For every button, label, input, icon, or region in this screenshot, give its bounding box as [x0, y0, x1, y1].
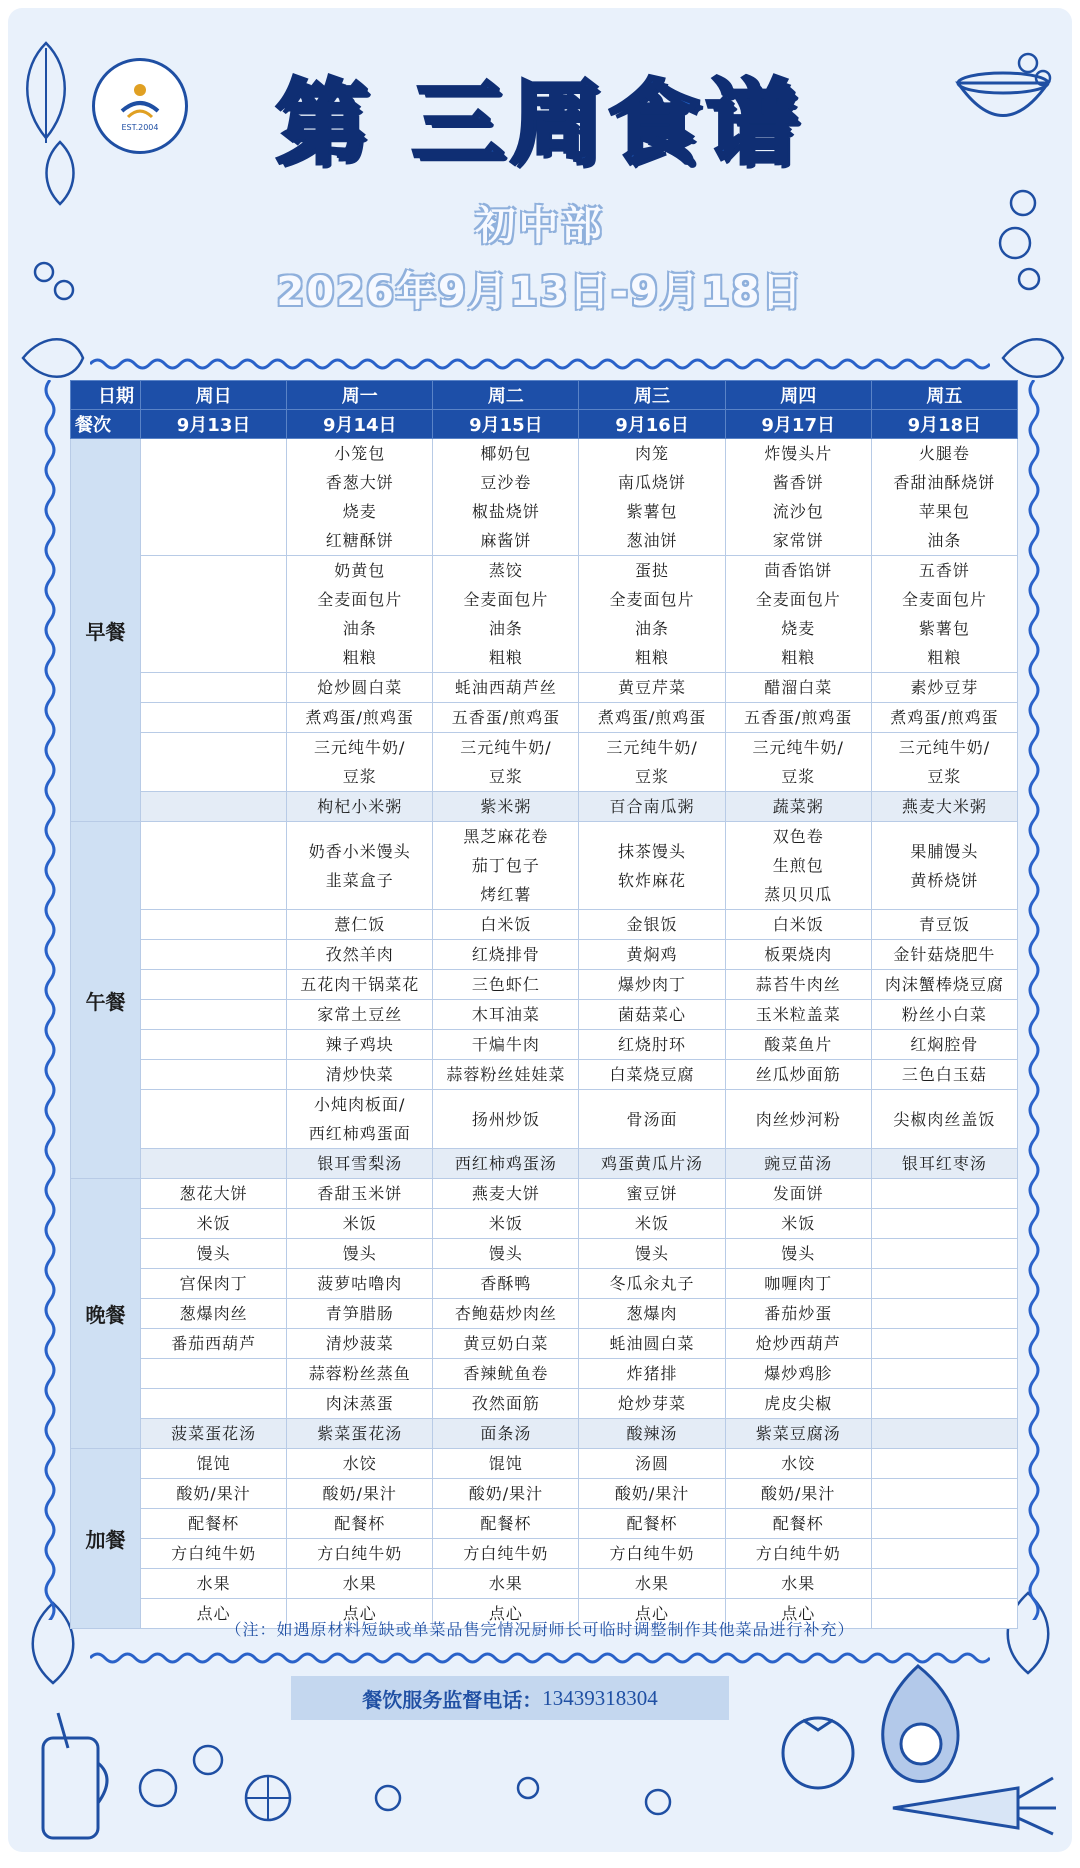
menu-row [71, 733, 1018, 792]
menu-cell: 炸馒头片 酱香饼 流沙包 家常饼 [725, 439, 871, 556]
menu-cell: 咖喱肉丁 [725, 1269, 871, 1299]
menu-cell: 米饭 [141, 1209, 287, 1239]
menu-cell: 蒸饺 全麦面包片 油条 粗粮 [433, 556, 579, 673]
menu-cell: 方白纯牛奶 [287, 1539, 433, 1569]
menu-cell: 菠萝咕噜肉 [287, 1269, 433, 1299]
meal-label: 加餐 [71, 1449, 141, 1629]
menu-cell: 板栗烧肉 [725, 940, 871, 970]
menu-cell: 黄豆奶白菜 [433, 1329, 579, 1359]
menu-cell: 配餐杯 [287, 1509, 433, 1539]
menu-cell: 金针菇烧肥牛 [871, 940, 1017, 970]
menu-cell: 青豆饭 [871, 910, 1017, 940]
menu-cell: 馒头 [579, 1239, 725, 1269]
phone-label: 餐饮服务监督电话： [362, 1687, 543, 1712]
menu-cell: 葱爆肉丝 [141, 1299, 287, 1329]
menu-row [71, 1449, 1018, 1479]
menu-cell: 蛋挞 全麦面包片 油条 粗粮 [579, 556, 725, 673]
menu-cell: 香酥鸭 [433, 1269, 579, 1299]
menu-row [71, 1090, 1018, 1149]
menu-cell: 豌豆苗汤 [725, 1149, 871, 1179]
menu-cell: 五香蛋/煎鸡蛋 [433, 703, 579, 733]
menu-cell: 点心 [433, 1599, 579, 1629]
lemon-slice-icon [128, 1738, 308, 1838]
menu-cell: 三元纯牛奶/ 豆浆 [579, 733, 725, 792]
menu-row [71, 1060, 1018, 1090]
menu-cell: 紫菜蛋花汤 [287, 1419, 433, 1449]
header-date: 9月15日 [433, 410, 579, 439]
menu-row [71, 673, 1018, 703]
menu-cell: 黑芝麻花卷 茄丁包子 烤红薯 [433, 822, 579, 910]
menu-cell: 果脯馒头 黄桥烧饼 [871, 822, 1017, 910]
header-corner-meal: 餐次 [71, 410, 141, 439]
menu-cell: 方白纯牛奶 [141, 1539, 287, 1569]
menu-row [71, 1030, 1018, 1060]
menu-cell: 宫保肉丁 [141, 1269, 287, 1299]
menu-cell: 葱爆肉 [579, 1299, 725, 1329]
menu-cell: 水果 [433, 1569, 579, 1599]
menu-cell: 素炒豆芽 [871, 673, 1017, 703]
menu-row [71, 1569, 1018, 1599]
spinach-leaf-icon [998, 328, 1068, 388]
menu-cell: 酸辣汤 [579, 1419, 725, 1449]
menu-cell: 配餐杯 [141, 1509, 287, 1539]
menu-cell [871, 1359, 1017, 1389]
menu-cell [141, 703, 287, 733]
menu-row [71, 1000, 1018, 1030]
menu-row [71, 703, 1018, 733]
menu-cell: 鸡蛋黄瓜片汤 [579, 1149, 725, 1179]
menu-cell: 馒头 [141, 1239, 287, 1269]
menu-row [71, 1149, 1018, 1179]
menu-cell: 菌菇菜心 [579, 1000, 725, 1030]
menu-cell: 点心 [725, 1599, 871, 1629]
menu-cell: 酸奶/果汁 [141, 1479, 287, 1509]
menu-row [71, 970, 1018, 1000]
menu-cell: 玉米粒盖菜 [725, 1000, 871, 1030]
menu-cell: 三元纯牛奶/ 豆浆 [871, 733, 1017, 792]
menu-cell [871, 1179, 1017, 1209]
menu-row [71, 1299, 1018, 1329]
date-range: 2026年9月13日-9月18日 [276, 269, 804, 315]
menu-cell: 肉笼 南瓜烧饼 紫薯包 葱油饼 [579, 439, 725, 556]
menu-row [71, 1539, 1018, 1569]
header-weekday: 周一 [287, 381, 433, 410]
menu-cell: 五香饼 全麦面包片 紫薯包 粗粮 [871, 556, 1017, 673]
menu-row [71, 1239, 1018, 1269]
menu-cell: 菠菜蛋花汤 [141, 1419, 287, 1449]
menu-cell: 青笋腊肠 [287, 1299, 433, 1329]
meal-label: 晚餐 [71, 1179, 141, 1449]
menu-cell: 米饭 [579, 1209, 725, 1239]
menu-cell [141, 1030, 287, 1060]
menu-cell: 银耳红枣汤 [871, 1149, 1017, 1179]
menu-cell: 肉沫蒸蛋 [287, 1389, 433, 1419]
menu-cell [141, 822, 287, 910]
menu-cell: 香辣鱿鱼卷 [433, 1359, 579, 1389]
menu-cell: 薏仁饭 [287, 910, 433, 940]
menu-cell: 红烧肘环 [579, 1030, 725, 1060]
menu-cell [871, 1539, 1017, 1569]
menu-cell: 水果 [141, 1569, 287, 1599]
menu-cell [141, 439, 287, 556]
menu-cell: 银耳雪梨汤 [287, 1149, 433, 1179]
menu-cell: 醋溜白菜 [725, 673, 871, 703]
menu-row [71, 1179, 1018, 1209]
menu-cell: 蚝油西葫芦丝 [433, 673, 579, 703]
menu-cell: 点心 [141, 1599, 287, 1629]
menu-row [71, 1479, 1018, 1509]
menu-cell: 配餐杯 [433, 1509, 579, 1539]
menu-cell: 酸奶/果汁 [579, 1479, 725, 1509]
menu-cell: 杏鲍菇炒肉丝 [433, 1299, 579, 1329]
menu-cell: 燕麦大饼 [433, 1179, 579, 1209]
meal-label: 午餐 [71, 822, 141, 1179]
menu-cell: 发面饼 [725, 1179, 871, 1209]
supervision-phone [291, 1676, 729, 1720]
menu-cell: 小炖肉板面/ 西红柿鸡蛋面 [287, 1090, 433, 1149]
menu-table-wrapper [70, 380, 1018, 1629]
header-date: 9月18日 [871, 410, 1017, 439]
menu-row [71, 910, 1018, 940]
menu-cell: 馄饨 [433, 1449, 579, 1479]
meal-label: 早餐 [71, 439, 141, 822]
menu-cell [871, 1269, 1017, 1299]
header-corner-date: 日期 [71, 381, 141, 410]
header-weekday: 周日 [141, 381, 287, 410]
header-date: 9月16日 [579, 410, 725, 439]
menu-cell: 家常土豆丝 [287, 1000, 433, 1030]
spinach-leaf-icon [18, 328, 88, 388]
menu-row [71, 1329, 1018, 1359]
menu-cell: 蜜豆饼 [579, 1179, 725, 1209]
menu-cell [871, 1449, 1017, 1479]
menu-cell: 水果 [287, 1569, 433, 1599]
menu-cell: 白米饭 [433, 910, 579, 940]
menu-cell: 蒜蓉粉丝娃娃菜 [433, 1060, 579, 1090]
page-subtitle: 初中部 [475, 203, 605, 249]
menu-cell [141, 1000, 287, 1030]
menu-cell [141, 673, 287, 703]
menu-cell: 奶黄包 全麦面包片 油条 粗粮 [287, 556, 433, 673]
menu-cell [871, 1419, 1017, 1449]
footnote: （注：如遇原材料短缺或单菜品售完情况厨师长可临时调整制作其他菜品进行补充） [225, 1620, 855, 1639]
menu-cell [871, 1329, 1017, 1359]
menu-cell: 蔬菜粥 [725, 792, 871, 822]
menu-cell [871, 1389, 1017, 1419]
menu-cell: 金银饭 [579, 910, 725, 940]
header-weekday: 周二 [433, 381, 579, 410]
menu-cell: 孜然羊肉 [287, 940, 433, 970]
blueberry-icon [368, 1768, 688, 1828]
menu-cell: 燕麦大米粥 [871, 792, 1017, 822]
menu-cell [871, 1569, 1017, 1599]
menu-cell: 蒜苔牛肉丝 [725, 970, 871, 1000]
menu-cell [141, 970, 287, 1000]
phone-number: 13439318304 [542, 1685, 658, 1710]
menu-cell: 煮鸡蛋/煎鸡蛋 [287, 703, 433, 733]
menu-cell: 骨汤面 [579, 1090, 725, 1149]
menu-cell: 清炒菠菜 [287, 1329, 433, 1359]
menu-cell: 肉沫蟹棒烧豆腐 [871, 970, 1017, 1000]
menu-row [71, 1509, 1018, 1539]
menu-cell: 馄饨 [141, 1449, 287, 1479]
menu-cell: 黄焖鸡 [579, 940, 725, 970]
header-date: 9月13日 [141, 410, 287, 439]
menu-cell: 白米饭 [725, 910, 871, 940]
menu-cell: 三色白玉菇 [871, 1060, 1017, 1090]
menu-row [71, 1419, 1018, 1449]
menu-cell: 奶香小米馒头 韭菜盒子 [287, 822, 433, 910]
menu-cell: 三色虾仁 [433, 970, 579, 1000]
menu-cell: 煮鸡蛋/煎鸡蛋 [871, 703, 1017, 733]
menu-cell: 抹茶馒头 软炸麻花 [579, 822, 725, 910]
menu-cell [141, 940, 287, 970]
menu-cell: 酸菜鱼片 [725, 1030, 871, 1060]
menu-body [71, 439, 1018, 1629]
menu-cell [141, 1060, 287, 1090]
menu-cell: 番茄西葫芦 [141, 1329, 287, 1359]
menu-cell: 双色卷 生煎包 蒸贝贝瓜 [725, 822, 871, 910]
header-weekday: 周三 [579, 381, 725, 410]
menu-cell [141, 1389, 287, 1419]
menu-cell [141, 556, 287, 673]
menu-cell: 馒头 [725, 1239, 871, 1269]
wave-border-top [90, 356, 990, 372]
menu-cell: 番茄炒蛋 [725, 1299, 871, 1329]
menu-cell: 火腿卷 香甜油酥烧饼 苹果包 油条 [871, 439, 1017, 556]
menu-cell: 三元纯牛奶/ 豆浆 [287, 733, 433, 792]
logo-est: EST.2004 [121, 122, 159, 132]
menu-row [71, 822, 1018, 910]
header-date-row [71, 410, 1018, 439]
menu-cell: 米饭 [725, 1209, 871, 1239]
menu-cell: 椰奶包 豆沙卷 椒盐烧饼 麻酱饼 [433, 439, 579, 556]
menu-cell: 香甜玉米饼 [287, 1179, 433, 1209]
menu-cell: 五花肉干锅菜花 [287, 970, 433, 1000]
menu-cell: 炝炒西葫芦 [725, 1329, 871, 1359]
menu-cell: 五香蛋/煎鸡蛋 [725, 703, 871, 733]
menu-cell: 配餐杯 [579, 1509, 725, 1539]
menu-cell: 馒头 [287, 1239, 433, 1269]
menu-cell: 红焖腔骨 [871, 1030, 1017, 1060]
wave-border-right [1026, 380, 1042, 1620]
header-weekday-row [71, 381, 1018, 410]
menu-row [71, 940, 1018, 970]
menu-cell: 三元纯牛奶/ 豆浆 [433, 733, 579, 792]
menu-cell: 三元纯牛奶/ 豆浆 [725, 733, 871, 792]
menu-cell: 汤圆 [579, 1449, 725, 1479]
menu-cell: 扬州炒饭 [433, 1090, 579, 1149]
menu-cell: 馒头 [433, 1239, 579, 1269]
menu-cell [871, 1509, 1017, 1539]
menu-table [70, 380, 1018, 1629]
menu-cell [141, 910, 287, 940]
header-date: 9月17日 [725, 410, 871, 439]
menu-cell: 百合南瓜粥 [579, 792, 725, 822]
menu-cell: 红烧排骨 [433, 940, 579, 970]
carrot-icon [888, 1768, 1058, 1838]
menu-cell [871, 1209, 1017, 1239]
menu-cell: 小笼包 香葱大饼 烧麦 红糖酥饼 [287, 439, 433, 556]
menu-cell: 木耳油菜 [433, 1000, 579, 1030]
milk-jar-icon [28, 1708, 118, 1848]
menu-cell: 点心 [579, 1599, 725, 1629]
menu-row [71, 1359, 1018, 1389]
menu-cell: 茴香馅饼 全麦面包片 烧麦 粗粮 [725, 556, 871, 673]
menu-cell: 方白纯牛奶 [433, 1539, 579, 1569]
menu-cell: 水果 [725, 1569, 871, 1599]
menu-cell: 白菜烧豆腐 [579, 1060, 725, 1090]
menu-cell: 枸杞小米粥 [287, 792, 433, 822]
menu-cell [141, 733, 287, 792]
menu-cell: 黄豆芹菜 [579, 673, 725, 703]
menu-cell: 孜然面筋 [433, 1389, 579, 1419]
header-date: 9月14日 [287, 410, 433, 439]
menu-cell: 米饭 [287, 1209, 433, 1239]
menu-cell: 酸奶/果汁 [287, 1479, 433, 1509]
menu-cell: 炝炒圆白菜 [287, 673, 433, 703]
menu-cell [871, 1299, 1017, 1329]
menu-cell: 虎皮尖椒 [725, 1389, 871, 1419]
menu-cell: 水饺 [725, 1449, 871, 1479]
menu-cell [871, 1239, 1017, 1269]
menu-cell: 方白纯牛奶 [725, 1539, 871, 1569]
wave-border-bottom [90, 1650, 990, 1666]
menu-cell: 辣子鸡块 [287, 1030, 433, 1060]
wave-border-left [42, 380, 58, 1620]
menu-cell: 丝瓜炒面筋 [725, 1060, 871, 1090]
menu-cell: 配餐杯 [725, 1509, 871, 1539]
menu-cell: 点心 [287, 1599, 433, 1629]
menu-cell: 酸奶/果汁 [725, 1479, 871, 1509]
menu-cell: 米饭 [433, 1209, 579, 1239]
menu-cell: 水饺 [287, 1449, 433, 1479]
menu-cell: 冬瓜汆丸子 [579, 1269, 725, 1299]
page-title: 第 三周食谱 [275, 70, 805, 177]
menu-row [71, 1389, 1018, 1419]
menu-cell: 水果 [579, 1569, 725, 1599]
menu-cell: 清炒快菜 [287, 1060, 433, 1090]
menu-cell: 炝炒芽菜 [579, 1389, 725, 1419]
menu-cell [141, 1359, 287, 1389]
menu-cell: 煮鸡蛋/煎鸡蛋 [579, 703, 725, 733]
menu-cell: 尖椒肉丝盖饭 [871, 1090, 1017, 1149]
menu-row [71, 439, 1018, 556]
tomato-icon [768, 1698, 868, 1798]
menu-cell [141, 792, 287, 822]
menu-row [71, 1209, 1018, 1239]
menu-cell: 酸奶/果汁 [433, 1479, 579, 1509]
menu-cell: 紫米粥 [433, 792, 579, 822]
menu-cell [141, 1090, 287, 1149]
menu-cell [871, 1479, 1017, 1509]
menu-cell: 炸猪排 [579, 1359, 725, 1389]
header-weekday: 周五 [871, 381, 1017, 410]
menu-cell: 葱花大饼 [141, 1179, 287, 1209]
menu-cell: 粉丝小白菜 [871, 1000, 1017, 1030]
menu-cell: 蚝油圆白菜 [579, 1329, 725, 1359]
menu-cell: 西红柿鸡蛋汤 [433, 1149, 579, 1179]
menu-cell [141, 1149, 287, 1179]
menu-cell: 蒜蓉粉丝蒸鱼 [287, 1359, 433, 1389]
menu-cell: 方白纯牛奶 [579, 1539, 725, 1569]
menu-poster [8, 8, 1072, 1852]
menu-cell: 面条汤 [433, 1419, 579, 1449]
menu-cell: 紫菜豆腐汤 [725, 1419, 871, 1449]
header-weekday: 周四 [725, 381, 871, 410]
menu-row [71, 556, 1018, 673]
menu-row [71, 1269, 1018, 1299]
menu-cell: 爆炒肉丁 [579, 970, 725, 1000]
menu-cell: 肉丝炒河粉 [725, 1090, 871, 1149]
menu-row [71, 792, 1018, 822]
menu-cell: 干煸牛肉 [433, 1030, 579, 1060]
menu-cell: 爆炒鸡胗 [725, 1359, 871, 1389]
